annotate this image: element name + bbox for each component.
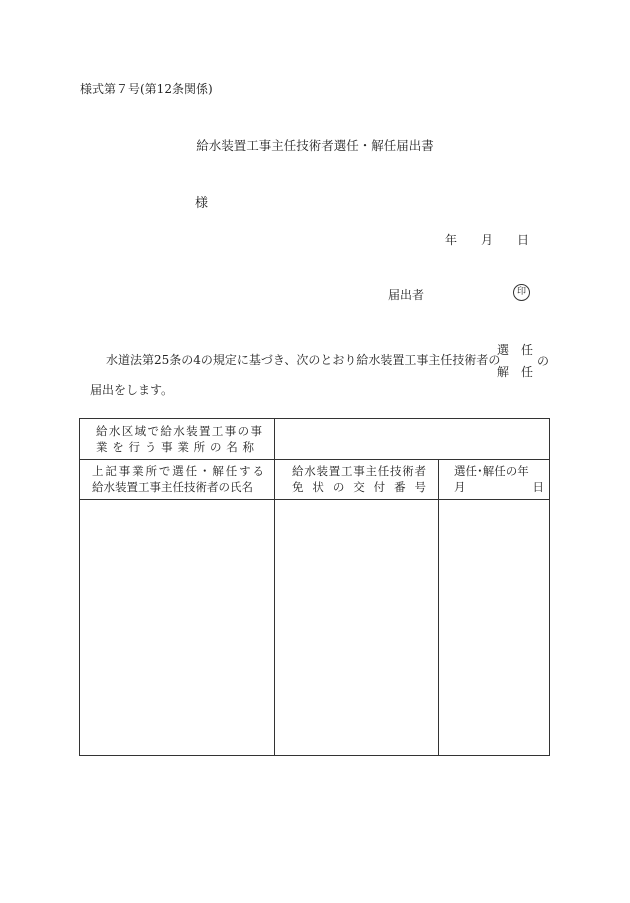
office-label <box>96 423 262 455</box>
col3-header-month: 月 <box>454 480 466 494</box>
choice-appoint: 選 任 <box>497 343 534 357</box>
col3-header <box>454 463 546 495</box>
table-divider <box>80 459 549 460</box>
body-text-tail: の <box>537 354 550 368</box>
notifier-label: 届出者 <box>388 288 425 302</box>
license-number-field[interactable] <box>276 501 436 753</box>
body-text: 水道法第25条の4の規定に基づき、次のとおり給水装置工事主任技術者の <box>106 353 501 367</box>
date-year: 年 <box>445 233 458 247</box>
table-divider <box>274 419 275 756</box>
col2-header-line2: 免状の交付番号 <box>292 480 426 494</box>
form-number: 様式第７号(第12条関係) <box>80 82 213 96</box>
document-title: 給水装置工事主任技術者選任・解任届出書 <box>196 138 434 153</box>
col2-header <box>292 463 426 495</box>
table-divider <box>438 459 439 756</box>
office-label-line2: 業を行う事業所の名称 <box>96 440 254 454</box>
table-divider <box>80 499 549 500</box>
col3-header-line1: 選任･解任の年 <box>454 464 529 478</box>
choice-dismiss: 解 任 <box>497 365 534 379</box>
body-text-2: 届出をします。 <box>90 383 174 397</box>
col1-header <box>92 463 264 495</box>
seal-mark: 印 <box>513 284 530 301</box>
office-label-line1: 給水区域で給水装置工事の事 <box>96 424 262 438</box>
office-name-field[interactable] <box>276 421 548 457</box>
date-day: 日 <box>517 233 530 247</box>
col1-header-line1: 上記事業所で選任・解任する <box>92 464 264 478</box>
addressee-suffix: 様 <box>195 196 209 211</box>
col2-header-line1: 給水装置工事主任技術者 <box>292 464 426 478</box>
col1-header-line2: 給水装置工事主任技術者の氏名 <box>92 480 253 494</box>
date-line <box>445 231 529 248</box>
col3-header-day: 日 <box>532 480 544 494</box>
technician-name-field[interactable] <box>82 501 272 753</box>
date-month: 月 <box>481 233 494 247</box>
appointment-date-field[interactable] <box>440 501 548 753</box>
notification-table <box>79 418 550 756</box>
